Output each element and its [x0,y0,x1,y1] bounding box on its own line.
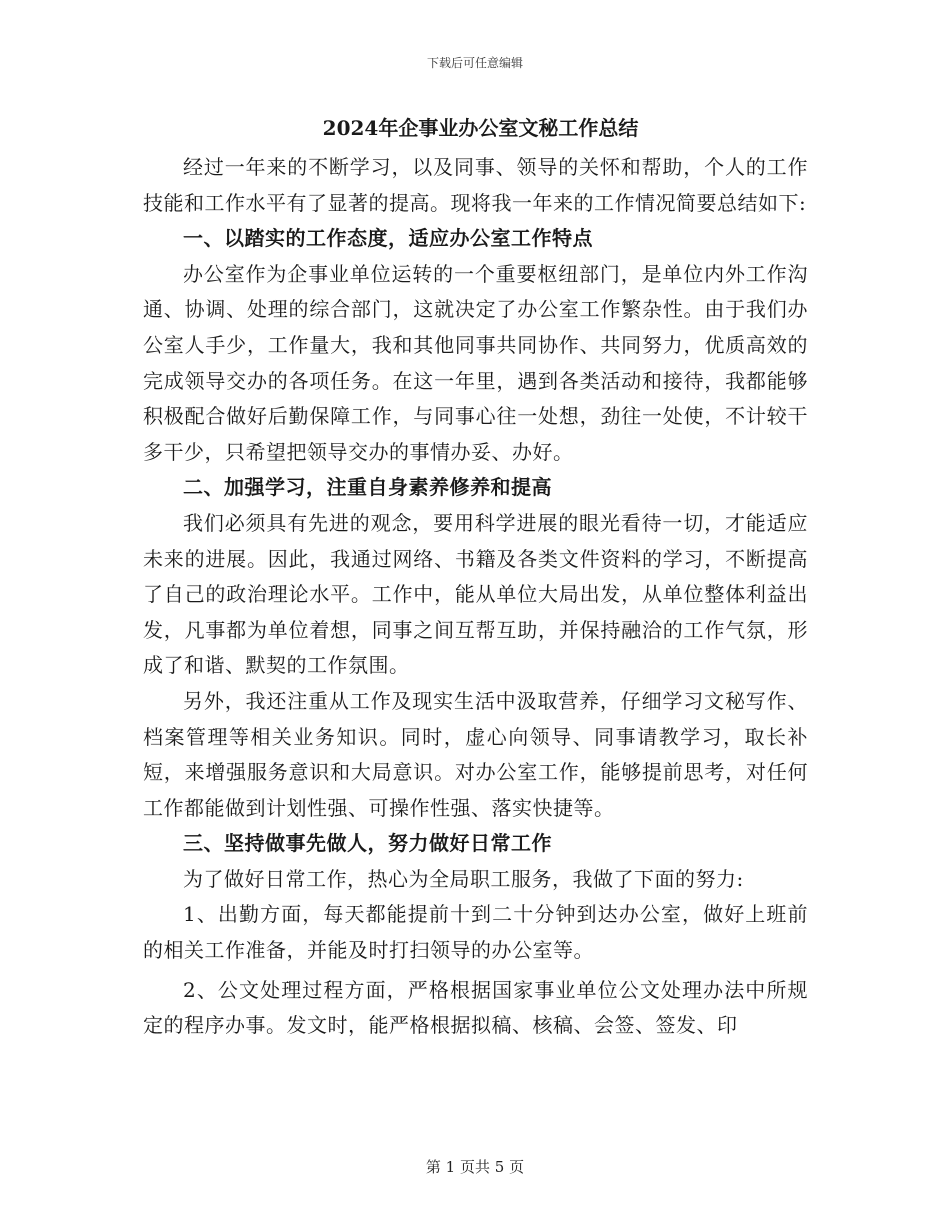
section-3-heading: 三、坚持做事先做人，努力做好日常工作 [183,831,552,856]
page-number-footer: 第 1 页共 5 页 [425,1158,525,1176]
section-3-paragraph-1: 为了做好日常工作，热心为全局职工服务，我做了下面的努力: [183,866,744,891]
section-1-paragraph-1: 办公室作为企事业单位运转的一个重要枢纽部门，是单位内外工作沟通、协调、处理的综合部门，这就决定了办公室工作繁杂性。由于我们办公室人手少，工作量大，我和其他同事共同协作、共同努力，优质高效的完成领导交办的各项任务。在这一年里，遇到各类活动和接待，我都能够积极配合做好后勤保障工作，与同事心往一处想，劲往一处使，不计较干多干少，只希望把领导交办的事情办妥、办好。 [143,261,808,464]
section-2-heading: 二、加强学习，注重自身素养修养和提高 [183,475,552,500]
document-title: 2024年企事业办公室文秘工作总结 [322,116,639,140]
section-2-paragraph-1: 我们必须具有先进的观念，要用科学进展的眼光看待一切，才能适应未来的进展。因此，我通过网络、书籍及各类文件资料的学习，不断提高了自己的政治理论水平。工作中，能从单位大局出发，从单位整体利益出发，凡事都为单位着想，同事之间互帮互助，并保持融洽的工作气氛，形成了和谐、默契的工作氛围。 [143,510,808,678]
header-note: 下载后可任意编辑 [426,56,523,70]
section-1-heading: 一、以踏实的工作态度，适应办公室工作特点 [183,226,593,251]
section-3-paragraph-2: 1、出勤方面，每天都能提前十到二十分钟到达办公室，做好上班前的相关工作准备，并能及时打扫领导的办公室等。 [143,902,808,963]
document-body [143,112,808,1044]
section-3-paragraph-3: 2、公文处理过程方面，严格根据国家事业单位公文处理办法中所规定的程序办事。发文时，能严格根据拟稿、核稿、会签、签发、印 [143,977,808,1038]
intro-paragraph: 经过一年来的不断学习，以及同事、领导的关怀和帮助，个人的工作技能和工作水平有了显著的提高。现将我一年来的工作情况简要总结如下: [143,155,808,215]
section-2-paragraph-2: 另外，我还注重从工作及现实生活中汲取营养，仔细学习文秘写作、档案管理等相关业务知识。同时，虚心向领导、同事请教学习，取长补短，来增强服务意识和大局意识。对办公室工作，能够提前思考，对任何工作都能做到计划性强、可操作性强、落实快捷等。 [143,688,808,820]
